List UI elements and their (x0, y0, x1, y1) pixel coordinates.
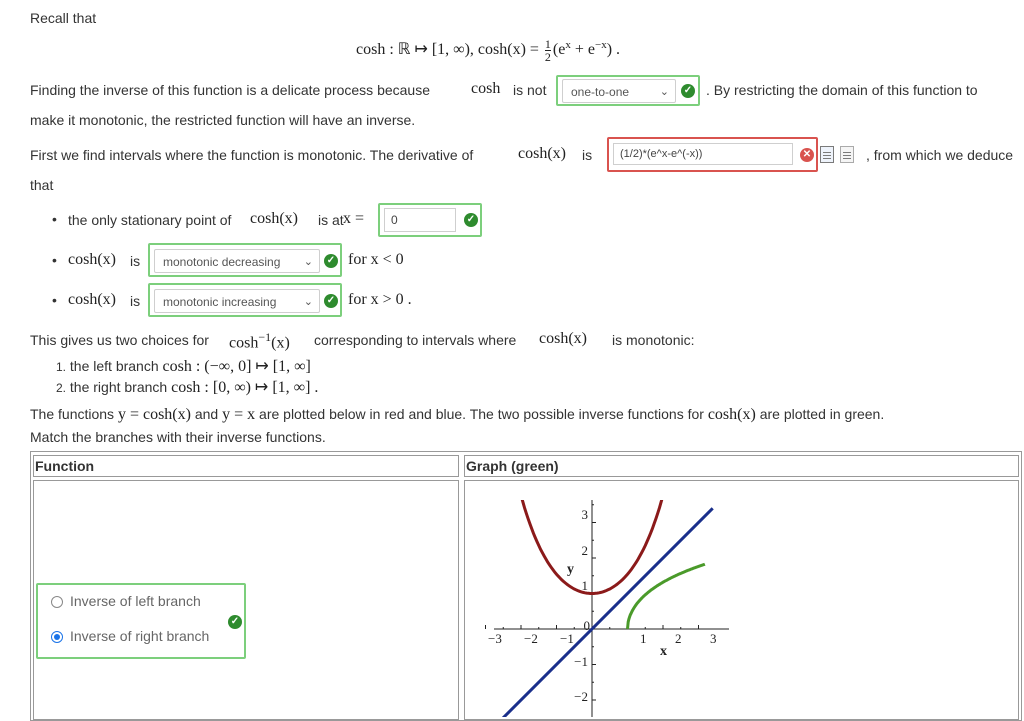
branch-text: the right branch (69, 379, 168, 395)
check-icon: ✓ (324, 254, 338, 268)
para3-coshinv (229, 330, 290, 352)
branch-item-left (56, 356, 311, 376)
coshinv-arg: (x) (271, 334, 290, 352)
formula-mid: + e (570, 41, 595, 59)
x-tick-label: −2 (524, 631, 538, 646)
bullet1-text-a: the only stationary point of (68, 212, 232, 228)
bullet2-condition: for x < 0 (348, 251, 404, 268)
formula-end: ) . (606, 41, 621, 59)
bullet-dot: • (52, 292, 57, 308)
para4-line2: Match the branches with their inverse functions. (30, 429, 326, 445)
recall-text: Recall that (30, 10, 97, 26)
bullet1-cosh: cosh(x) (250, 210, 298, 227)
x-tick-label: 2 (675, 631, 682, 646)
identity-line (500, 508, 713, 717)
frac-num: 1 (544, 37, 551, 51)
option-label-left[interactable]: Inverse of left branch (70, 593, 201, 609)
increasing-answer-box (148, 283, 342, 317)
bullet2-is: is (130, 253, 141, 269)
one-to-one-dropdown[interactable] (562, 79, 676, 103)
y-tick-label: −1 (574, 654, 588, 669)
coshinv-text: cosh (229, 334, 259, 352)
derivative-input[interactable] (613, 143, 793, 165)
para2-text-d: that (30, 177, 54, 193)
bullet-dot: • (52, 211, 57, 227)
check-icon: ✓ (464, 213, 478, 227)
branch-math: cosh : (−∞, 0] ↦ [1, ∞] (162, 358, 311, 375)
formula-sup2: −x (594, 38, 607, 51)
formula-lhs: cosh : ℝ ↦ [1, ∞), cosh(x) = (356, 41, 543, 59)
para2-text-a: First we find intervals where the function is monotonic. The derivative of (30, 147, 474, 163)
x-tick-label: −1 (560, 631, 574, 646)
para4-line1 (30, 406, 884, 424)
check-icon: ✓ (324, 294, 338, 308)
x-tick-label: −3 (488, 631, 502, 646)
formula-sup1: x (565, 38, 571, 51)
branch-text: the left branch (69, 358, 159, 374)
radio-inverse-right[interactable] (51, 631, 63, 643)
bullet-dot: • (52, 252, 57, 268)
header-cell-function (33, 455, 459, 477)
bullet1-text-b: is at (318, 212, 344, 228)
para4-m3: cosh(x) (707, 406, 756, 423)
para1-cosh: cosh (471, 80, 501, 97)
chevron-down-icon: ⌄ (659, 86, 669, 98)
branch-num: 2. (56, 381, 67, 395)
preview-document-icon[interactable] (840, 146, 854, 163)
header-function: Function (35, 458, 95, 474)
dropdown-value: monotonic increasing (163, 295, 277, 309)
para3-text-b: corresponding to intervals where (314, 332, 517, 348)
bullet3-is: is (130, 293, 141, 309)
dropdown-value: one-to-one (571, 85, 630, 99)
branch-item-right (56, 377, 318, 397)
para4-a: The functions (30, 406, 115, 422)
para4-b: and (194, 406, 219, 422)
arccosh-curve (628, 564, 705, 629)
para2-coshx: cosh(x) (518, 145, 566, 162)
header-graph: Graph (green) (466, 458, 559, 474)
monotonic-decreasing-dropdown[interactable] (154, 249, 320, 273)
derivative-answer-box (607, 137, 818, 172)
y-tick-marks (592, 505, 596, 717)
para4-c: are plotted below in red and blue. The two possible inverse functions for (259, 406, 704, 422)
check-icon: ✓ (228, 615, 242, 629)
bullet1-x: x = (343, 210, 365, 227)
para2-text-b: is (582, 147, 593, 163)
x-axis-label: x (660, 644, 667, 659)
dropdown-value: monotonic decreasing (163, 255, 281, 269)
branch-num: 1. (56, 360, 67, 374)
function-graph (484, 500, 734, 717)
para3-text-c: is monotonic: (612, 332, 695, 348)
syntax-document-icon[interactable] (820, 146, 834, 163)
branch-math: cosh : [0, ∞) ↦ [1, ∞] . (171, 379, 319, 396)
incorrect-icon: ✕ (800, 148, 814, 162)
para1-text-a: Finding the inverse of this function is a delicate process because (30, 82, 431, 98)
para4-m2: y = x (222, 406, 256, 423)
branch-choice-answer-box (36, 583, 246, 659)
y-tick-label: 2 (581, 543, 588, 558)
check-icon: ✓ (681, 84, 695, 98)
y-axis-label: y (567, 562, 574, 577)
y-tick-label: 3 (581, 507, 588, 522)
y-tick-label: 1 (581, 578, 588, 593)
y-tick-label: −2 (574, 689, 588, 704)
coshinv-sup: −1 (258, 330, 272, 344)
decreasing-answer-box (148, 243, 342, 277)
para3-coshx: cosh(x) (539, 330, 587, 347)
one-to-one-answer-box (556, 75, 700, 106)
frac-den: 2 (544, 50, 551, 64)
header-cell-graph (464, 455, 1019, 477)
stationary-point-answer-box (378, 203, 482, 237)
chevron-down-icon: ⌄ (303, 296, 313, 308)
para1-text-c: . By restricting the domain of this function to (706, 82, 978, 98)
para4-m1: y = cosh(x) (117, 406, 191, 423)
x-tick-label: 1 (640, 631, 647, 646)
bullet2-cosh: cosh(x) (68, 251, 116, 268)
x-tick-label: 3 (710, 631, 717, 646)
para4-d: are plotted in green. (759, 406, 885, 422)
radio-inverse-left[interactable] (51, 596, 63, 608)
cosh-definition-formula (356, 38, 620, 63)
para1-text-b: is not (513, 82, 547, 98)
monotonic-increasing-dropdown[interactable] (154, 289, 320, 313)
para2-text-c: , from which we deduce (866, 147, 1014, 163)
stationary-point-input[interactable] (384, 208, 456, 232)
bullet3-condition: for x > 0 . (348, 291, 412, 308)
para3-text-a: This gives us two choices for (30, 332, 209, 348)
bullet3-cosh: cosh(x) (68, 291, 116, 308)
option-label-right[interactable]: Inverse of right branch (70, 628, 210, 644)
chevron-down-icon: ⌄ (303, 256, 313, 268)
para1-text-d: make it monotonic, the restricted function will have an inverse. (30, 112, 416, 128)
formula-fraction (545, 38, 551, 63)
y-tick-label: 0 (583, 618, 590, 633)
formula-rhs: (e (552, 41, 566, 59)
